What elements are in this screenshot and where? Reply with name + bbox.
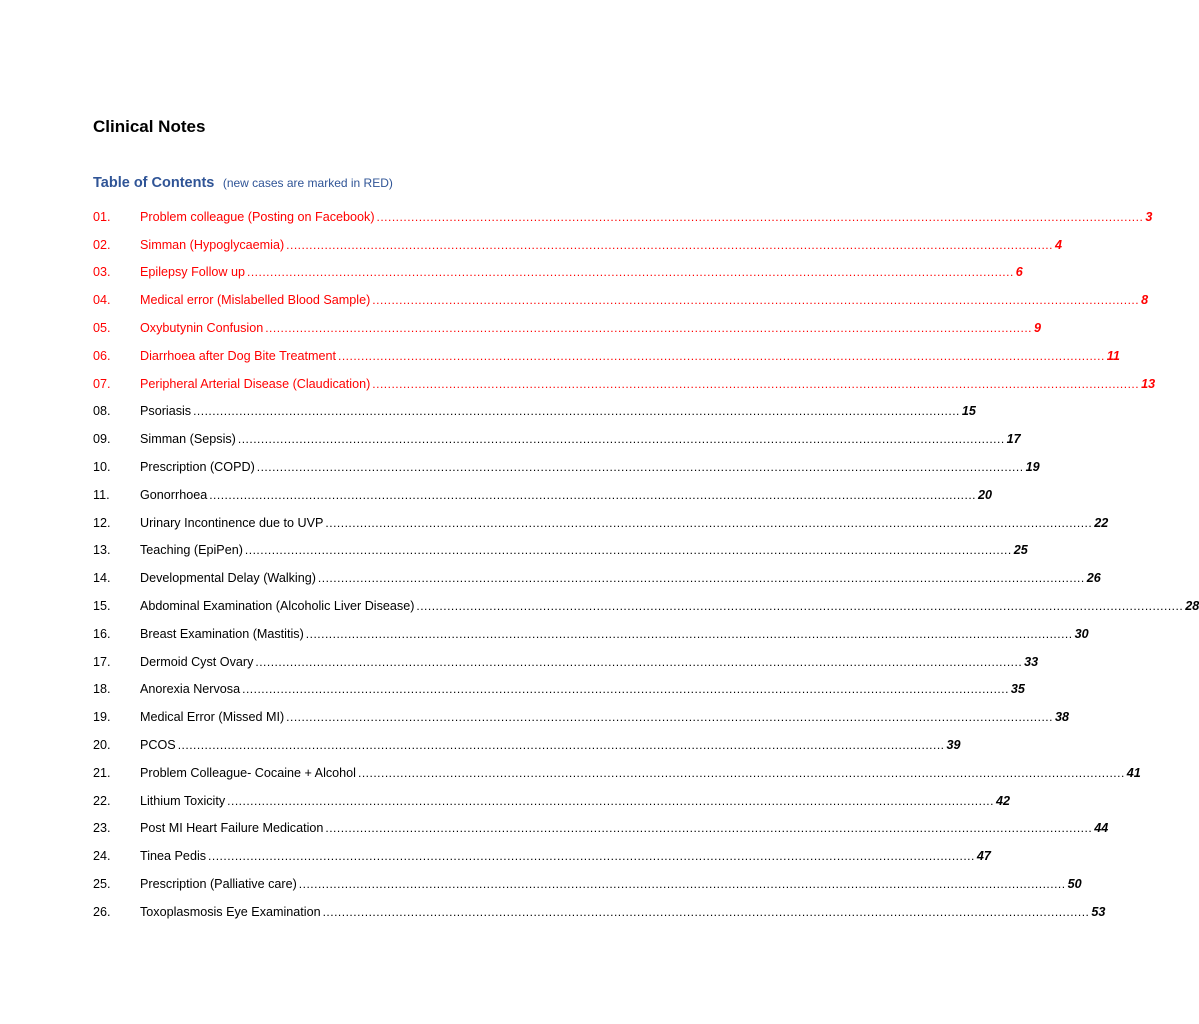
toc-entry[interactable] — [93, 398, 976, 426]
toc-entry-title: Problem Colleague- Cocaine + Alcohol — [140, 765, 356, 780]
toc-dot-leader: ........................................................................................................................................................................................................ — [416, 599, 1184, 614]
toc-dot-leader: ........................................................................................................................................................................................................ — [177, 738, 945, 753]
toc-entry-page: 22 — [1094, 515, 1109, 530]
toc-entry-number: 18. — [93, 682, 111, 697]
toc-dot-leader: ........................................................................................................................................................................................................ — [357, 765, 1125, 780]
toc-dot-leader: ........................................................................................................................................................................................................ — [298, 877, 1066, 892]
toc-list — [93, 203, 1199, 926]
toc-heading-title: Table of Contents — [93, 175, 215, 191]
toc-entry[interactable] — [93, 537, 1028, 565]
toc-entry-page: 8 — [1141, 293, 1149, 308]
toc-entry-title: Prescription (Palliative care) — [140, 877, 297, 892]
toc-entry-number: 26. — [93, 904, 111, 919]
toc-entry-number: 06. — [93, 348, 111, 363]
toc-dot-leader: ........................................................................................................................................................................................................ — [242, 682, 1009, 697]
toc-dot-leader: ........................................................................................................................................................................................................ — [322, 904, 1090, 919]
toc-entry[interactable] — [93, 898, 1106, 926]
toc-entry[interactable] — [93, 342, 1120, 370]
toc-entry-page: 50 — [1067, 877, 1082, 892]
toc-entry-page: 53 — [1091, 904, 1106, 919]
toc-entry[interactable] — [93, 453, 1040, 481]
toc-entry-page: 19 — [1025, 460, 1040, 475]
toc-entry[interactable] — [93, 286, 1149, 314]
toc-entry-title: Toxoplasmosis Eye Examination — [140, 904, 321, 919]
toc-dot-leader: ........................................................................................................................................................................................................ — [237, 432, 1005, 447]
toc-heading-note: (new cases are marked in RED) — [222, 176, 393, 190]
toc-entry-number: 17. — [93, 654, 111, 669]
toc-dot-leader: ........................................................................................................................................................................................................ — [325, 515, 1093, 530]
toc-entry-page: 47 — [976, 849, 991, 864]
toc-entry-page: 11 — [1106, 348, 1120, 363]
toc-entry-page: 15 — [961, 404, 976, 419]
toc-entry-title: Gonorrhoea — [140, 487, 208, 502]
toc-entry-title: Prescription (COPD) — [140, 460, 255, 475]
toc-entry[interactable] — [93, 787, 1010, 815]
toc-dot-leader: ........................................................................................................................................................................................................ — [208, 849, 975, 864]
toc-entry-number: 13. — [93, 543, 111, 558]
toc-entry-title: Medical error (Mislabelled Blood Sample) — [140, 293, 371, 308]
toc-entry-number: 01. — [93, 209, 111, 224]
toc-dot-leader: ........................................................................................................................................................................................................ — [193, 404, 960, 419]
toc-entry[interactable] — [93, 731, 961, 759]
toc-entry-page: 4 — [1054, 237, 1062, 252]
toc-entry-page: 13 — [1141, 376, 1156, 391]
toc-dot-leader: ........................................................................................................................................................................................................ — [209, 487, 977, 502]
toc-entry-number: 05. — [93, 321, 111, 336]
toc-entry-title: Urinary Incontinence due to UVP — [140, 515, 324, 530]
toc-entry-number: 09. — [93, 432, 111, 447]
toc-dot-leader: ........................................................................................................................................................................................................ — [376, 209, 1144, 224]
toc-entry-title: Post MI Heart Failure Medication — [140, 821, 324, 836]
toc-entry-number: 16. — [93, 626, 111, 641]
toc-entry-title: Breast Examination (Mastitis) — [140, 626, 304, 641]
toc-entry-number: 23. — [93, 821, 111, 836]
toc-entry-title: Simman (Sepsis) — [140, 432, 236, 447]
toc-entry-number: 07. — [93, 376, 111, 391]
toc-entry-number: 24. — [93, 849, 111, 864]
toc-dot-leader: ........................................................................................................................................................................................................ — [305, 626, 1073, 641]
toc-entry-number: 22. — [93, 793, 111, 808]
toc-entry-number: 03. — [93, 265, 111, 280]
toc-entry[interactable] — [93, 815, 1109, 843]
toc-entry-page: 38 — [1054, 710, 1069, 725]
toc-entry-title: Problem colleague (Posting on Facebook) — [140, 209, 375, 224]
toc-entry-number: 19. — [93, 710, 111, 725]
toc-entry-number: 02. — [93, 237, 111, 252]
toc-entry-number: 21. — [93, 765, 111, 780]
toc-entry[interactable] — [93, 259, 1023, 287]
toc-entry-page: 30 — [1074, 626, 1089, 641]
toc-entry-page: 26 — [1086, 571, 1101, 586]
toc-entry-title: Oxybutynin Confusion — [140, 321, 264, 336]
toc-entry[interactable] — [93, 676, 1025, 704]
toc-entry-page: 28 — [1185, 599, 1199, 614]
toc-dot-leader: ........................................................................................................................................................................................................ — [325, 821, 1093, 836]
toc-entry-title: Teaching (EpiPen) — [140, 543, 243, 558]
toc-entry-page: 44 — [1094, 821, 1109, 836]
toc-entry-page: 20 — [978, 487, 993, 502]
toc-entry-title: Developmental Delay (Walking) — [140, 571, 316, 586]
toc-entry-title: Diarrhoea after Dog Bite Treatment — [140, 348, 336, 363]
toc-dot-leader: ........................................................................................................................................................................................................ — [372, 376, 1140, 391]
toc-entry-number: 25. — [93, 877, 111, 892]
toc-entry-title: Dermoid Cyst Ovary — [140, 654, 254, 669]
toc-entry[interactable] — [93, 842, 991, 870]
toc-entry-title: Psoriasis — [140, 404, 192, 419]
toc-entry[interactable] — [93, 481, 993, 509]
toc-dot-leader: ........................................................................................................................................................................................................ — [247, 265, 1014, 280]
toc-dot-leader: ........................................................................................................................................................................................................ — [286, 710, 1053, 725]
toc-entry-title: Lithium Toxicity — [140, 793, 226, 808]
toc-entry[interactable] — [93, 509, 1109, 537]
toc-dot-leader: ........................................................................................................................................................................................................ — [286, 237, 1053, 252]
toc-entry-title: Simman (Hypoglycaemia) — [140, 237, 285, 252]
toc-entry-title: Tinea Pedis — [140, 849, 207, 864]
toc-entry-number: 08. — [93, 404, 111, 419]
toc-entry-page: 35 — [1010, 682, 1025, 697]
toc-entry-number: 04. — [93, 293, 111, 308]
toc-entry-number: 14. — [93, 571, 111, 586]
toc-entry-page: 42 — [995, 793, 1010, 808]
toc-entry[interactable] — [93, 703, 1069, 731]
toc-entry[interactable] — [93, 314, 1042, 342]
toc-entry-number: 15. — [93, 599, 111, 614]
toc-entry[interactable] — [93, 231, 1062, 259]
toc-entry[interactable] — [93, 648, 1039, 676]
toc-entry-title: Abdominal Examination (Alcoholic Liver Disease) — [140, 599, 415, 614]
toc-entry-title: Medical Error (Missed MI) — [140, 710, 285, 725]
toc-entry[interactable] — [93, 870, 1082, 898]
toc-entry-page: 9 — [1034, 321, 1042, 336]
toc-entry[interactable] — [93, 370, 1156, 398]
toc-entry-title: Anorexia Nervosa — [140, 682, 241, 697]
toc-dot-leader: ........................................................................................................................................................................................................ — [372, 293, 1140, 308]
toc-dot-leader: ........................................................................................................................................................................................................ — [338, 348, 1105, 363]
toc-entry-number: 11. — [93, 487, 110, 502]
toc-dot-leader: ........................................................................................................................................................................................................ — [255, 654, 1023, 669]
toc-entry-page: 6 — [1015, 265, 1023, 280]
toc-entry-number: 20. — [93, 738, 111, 753]
toc-entry-number: 10. — [93, 460, 111, 475]
toc-entry[interactable] — [93, 425, 1021, 453]
toc-entry-title: PCOS — [140, 738, 176, 753]
toc-entry-number: 12. — [93, 515, 111, 530]
toc-entry[interactable] — [93, 592, 1199, 620]
toc-dot-leader: ........................................................................................................................................................................................................ — [265, 321, 1033, 336]
toc-entry-page: 3 — [1145, 209, 1153, 224]
toc-entry-page: 17 — [1006, 432, 1021, 447]
toc-dot-leader: ........................................................................................................................................................................................................ — [227, 793, 994, 808]
toc-entry-page: 39 — [946, 738, 961, 753]
toc-entry-page: 25 — [1013, 543, 1028, 558]
toc-entry-page: 41 — [1126, 765, 1141, 780]
toc-heading — [93, 174, 393, 192]
document-title: Clinical Notes — [93, 117, 206, 136]
toc-entry[interactable] — [93, 620, 1089, 648]
toc-entry[interactable] — [93, 564, 1101, 592]
toc-dot-leader: ........................................................................................................................................................................................................ — [244, 543, 1012, 558]
toc-entry-title: Peripheral Arterial Disease (Claudication) — [140, 376, 371, 391]
toc-dot-leader: ........................................................................................................................................................................................................ — [256, 460, 1024, 475]
toc-dot-leader: ........................................................................................................................................................................................................ — [317, 571, 1085, 586]
toc-entry-title: Epilepsy Follow up — [140, 265, 245, 280]
toc-entry-page: 33 — [1024, 654, 1039, 669]
toc-entry[interactable] — [93, 759, 1141, 787]
toc-entry[interactable] — [93, 203, 1153, 231]
